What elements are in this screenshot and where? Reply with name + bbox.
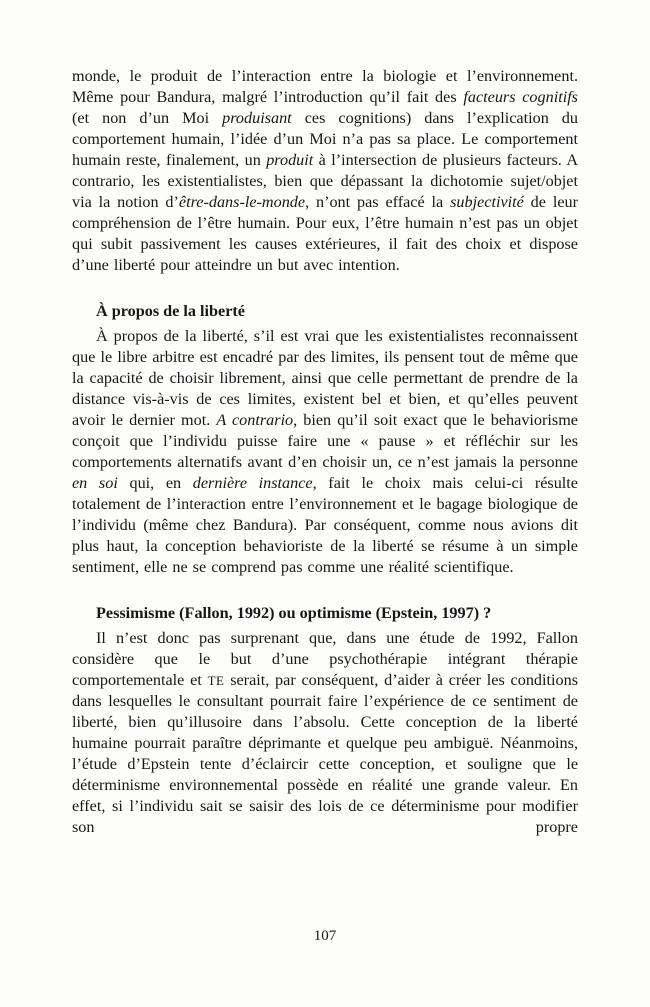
section-heading-liberte: À propos de la liberté — [96, 302, 245, 320]
paragraph-3: Il n’est donc pas surprenant que, dans une étude de 1992, Fallon considère que le but d’une psychothérapie intégrant thérapie comportementale et TE serait, par conséquent, d’aider à créer les conditions dans lesquelles le consultant pourrait faire l’expérience de ce sentiment de liberté, bien qu’illusoire dans l’absolu. Cette conception de la liberté humaine pourrait paraître déprimante et quelque peu ambiguë. Néanmoins, l’étude d’Epstein tente d’éclaircir cette conception, et souligne que le déterminisme environnemental possède en réalité une grande valeur. En effet, si l’individu sait se saisir des lois de ce déterminisme pour modifier son propre — [72, 629, 578, 836]
page-number: 107 — [313, 928, 337, 944]
paragraph-2: À propos de la liberté, s’il est vrai que les existentialistes reconnaissent que le libre arbitre est encadré par des limites, ils pensent tout de même que la capacité de choisir librement, ainsi que celle permettant de prendre de la distance vis-à-vis de ces limites, existent bel et bien, et qu’elles peuvent avoir le dernier mot. A contrario, bien qu’il soit exact que le behaviorisme conçoit que l’individu puisse faire une « pause » et réfléchir sur les comportements alternatifs avant d’en choisir un, ce n’est jamais la personne en soi qui, en dernière instance, fait le choix mais celui-ci résulte totalement de l’interaction entre l’environnement et le bagage biologique de l’individu (même chez Bandura). Par conséquent, comme nous avions dit plus haut, la conception behavioriste de la liberté se résume à un simple sentiment, elle ne se comprend pas comme une réalité scientifique. — [72, 327, 578, 576]
section-heading-pessimisme-optimisme: Pessimisme (Fallon, 1992) ou optimisme (Epstein, 1997) ? — [96, 604, 492, 622]
body-text — [72, 66, 578, 838]
paragraph-1: monde, le produit de l’interaction entre la biologie et l’environnement. Même pour Bandura, malgré l’introduction qu’il fait des facteurs cognitifs (et non d’un Moi produisant ces cognitions) dans l’explication du comportement humain, l’idée d’un Moi n’a pas sa place. Le comportement humain reste, finalement, un produit à l’intersection de plusieurs facteurs. A contrario, les existentialistes, bien que dépassant la dichotomie sujet/objet via la notion d’être-dans-le-monde, n’ont pas effacé la subjectivité de leur compréhension de l’être humain. Pour eux, l’être humain n’est pas un objet qui subit passivement les causes extérieures, il fait des choix et dispose d’une liberté pour atteindre un but avec intention. — [72, 67, 579, 274]
